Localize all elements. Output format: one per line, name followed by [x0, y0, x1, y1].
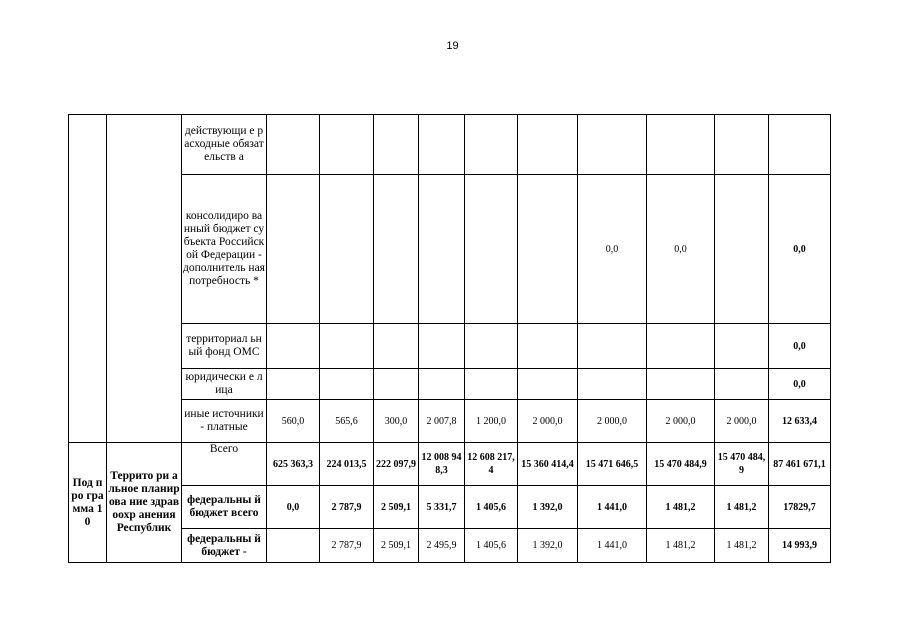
value-cell	[374, 369, 419, 400]
value-cell	[419, 324, 465, 369]
value-cell: 1 481,2	[715, 486, 769, 529]
total-cell: 0,0	[769, 369, 831, 400]
value-cell	[647, 115, 715, 175]
value-cell: 2 509,1	[374, 486, 419, 529]
value-cell: 625 363,3	[267, 443, 320, 486]
value-cell	[267, 175, 320, 324]
value-cell	[320, 115, 374, 175]
total-cell	[769, 115, 831, 175]
value-cell: 12 608 217,4	[465, 443, 518, 486]
value-cell: 1 481,2	[647, 486, 715, 529]
value-cell	[715, 115, 769, 175]
value-cell	[320, 369, 374, 400]
total-cell: 14 993,9	[769, 529, 831, 563]
value-cell: 0,0	[578, 175, 647, 324]
value-cell	[518, 115, 578, 175]
value-cell: 222 097,9	[374, 443, 419, 486]
value-cell: 2 000,0	[578, 400, 647, 443]
value-cell	[578, 369, 647, 400]
table-row	[69, 115, 831, 175]
value-cell: 2 007,8	[419, 400, 465, 443]
value-cell: 0,0	[267, 486, 320, 529]
value-cell	[267, 324, 320, 369]
table-row	[69, 529, 831, 563]
total-cell: 12 633,4	[769, 400, 831, 443]
value-cell	[465, 324, 518, 369]
value-cell	[374, 115, 419, 175]
value-cell: 5 331,7	[419, 486, 465, 529]
source-cell: федеральны й бюджет -	[182, 529, 267, 563]
value-cell: 0,0	[647, 175, 715, 324]
budget-table	[68, 114, 831, 563]
table-row	[69, 486, 831, 529]
empty-cell	[107, 115, 182, 443]
subprogram-title: Террито ри альное планирова ние здравоохр анения Республик	[107, 443, 182, 563]
value-cell: 1 392,0	[518, 529, 578, 563]
value-cell	[715, 324, 769, 369]
value-cell	[578, 115, 647, 175]
total-cell: 0,0	[769, 175, 831, 324]
table-row	[69, 400, 831, 443]
subprogram-label: Под про гра мма 10	[69, 443, 107, 563]
value-cell: 2 000,0	[518, 400, 578, 443]
value-cell: 2 495,9	[419, 529, 465, 563]
table-row	[69, 369, 831, 400]
empty-cell	[69, 115, 107, 443]
value-cell: 1 405,6	[465, 529, 518, 563]
value-cell	[647, 369, 715, 400]
value-cell	[518, 324, 578, 369]
page-number: 19	[446, 40, 459, 52]
value-cell: 565,6	[320, 400, 374, 443]
source-cell: действующи е расходные обязательств а	[182, 115, 267, 175]
source-cell: территориал ьный фонд ОМС	[182, 324, 267, 369]
value-cell	[518, 175, 578, 324]
value-cell: 300,0	[374, 400, 419, 443]
value-cell: 12 008 948,3	[419, 443, 465, 486]
source-cell: Всего	[182, 443, 267, 486]
value-cell: 1 441,0	[578, 529, 647, 563]
value-cell: 1 481,2	[715, 529, 769, 563]
value-cell: 2 787,9	[320, 486, 374, 529]
value-cell: 15 470 484,9	[715, 443, 769, 486]
value-cell: 2 509,1	[374, 529, 419, 563]
total-cell: 87 461 671,1	[769, 443, 831, 486]
value-cell	[374, 324, 419, 369]
value-cell: 1 405,6	[465, 486, 518, 529]
value-cell	[374, 175, 419, 324]
value-cell	[518, 369, 578, 400]
value-cell: 15 471 646,5	[578, 443, 647, 486]
value-cell	[419, 175, 465, 324]
value-cell: 15 360 414,4	[518, 443, 578, 486]
value-cell	[647, 324, 715, 369]
value-cell	[267, 115, 320, 175]
value-cell	[419, 115, 465, 175]
value-cell	[465, 115, 518, 175]
table-row	[69, 324, 831, 369]
total-cell: 0,0	[769, 324, 831, 369]
source-cell: федеральны й бюджет всего	[182, 486, 267, 529]
value-cell: 15 470 484,9	[647, 443, 715, 486]
source-cell: юридически е лица	[182, 369, 267, 400]
source-cell: иные источники - платные	[182, 400, 267, 443]
value-cell	[419, 369, 465, 400]
value-cell	[715, 175, 769, 324]
value-cell: 2 787,9	[320, 529, 374, 563]
value-cell	[267, 529, 320, 563]
table-row	[69, 443, 831, 486]
value-cell	[715, 369, 769, 400]
value-cell	[267, 369, 320, 400]
value-cell: 224 013,5	[320, 443, 374, 486]
source-cell: консолидиро ванный бюджет субъекта Российской Федерации - дополнитель ная потребность *	[182, 175, 267, 324]
value-cell: 1 441,0	[578, 486, 647, 529]
value-cell: 560,0	[267, 400, 320, 443]
value-cell	[320, 175, 374, 324]
value-cell: 2 000,0	[715, 400, 769, 443]
value-cell	[465, 369, 518, 400]
value-cell: 1 200,0	[465, 400, 518, 443]
value-cell	[578, 324, 647, 369]
total-cell: 17829,7	[769, 486, 831, 529]
table-row	[69, 175, 831, 324]
value-cell: 2 000,0	[647, 400, 715, 443]
value-cell: 1 481,2	[647, 529, 715, 563]
value-cell	[320, 324, 374, 369]
value-cell	[465, 175, 518, 324]
value-cell: 1 392,0	[518, 486, 578, 529]
